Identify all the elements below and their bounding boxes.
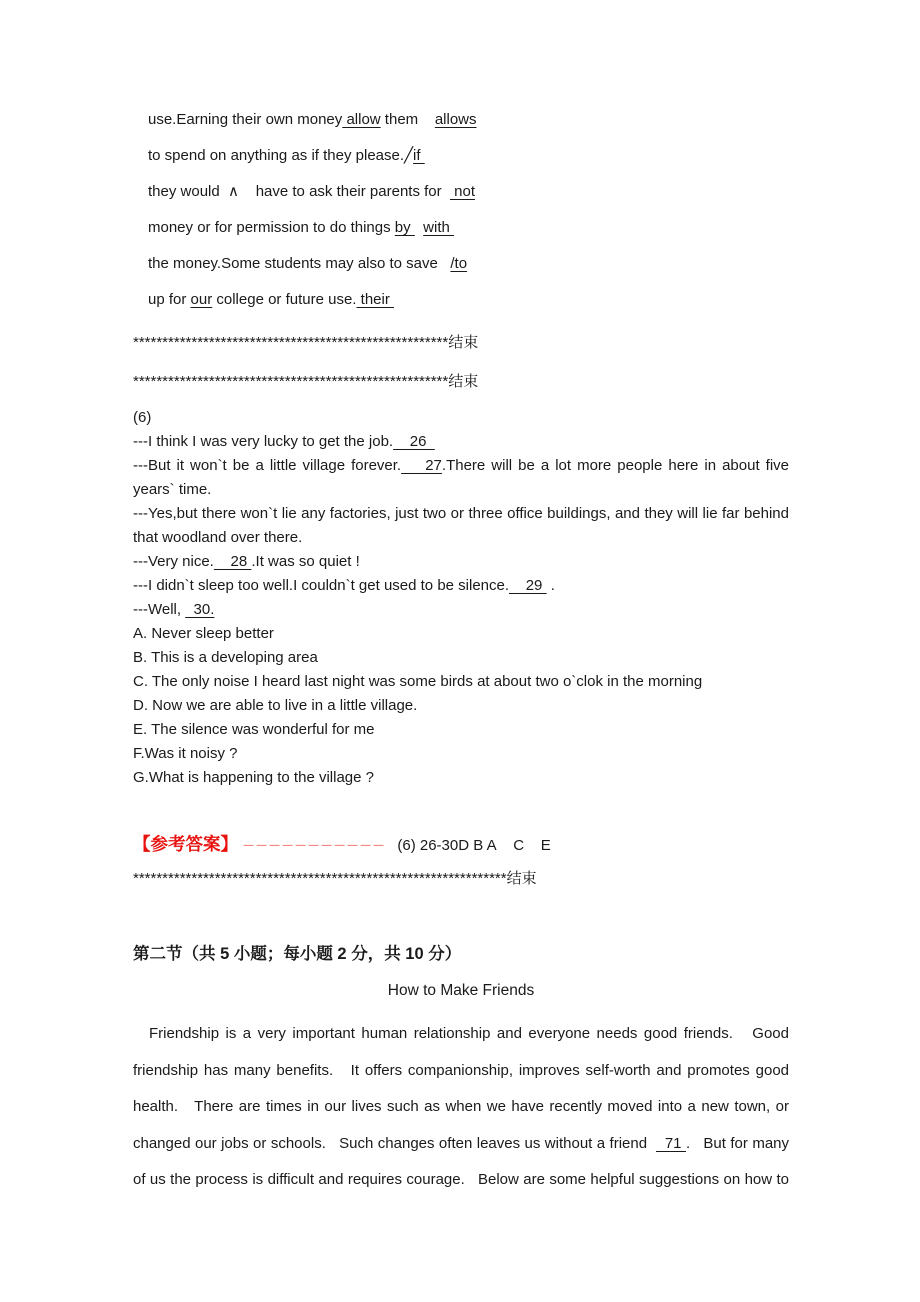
dialogue-exercise-6	[133, 406, 789, 790]
reference-answer-line	[133, 830, 789, 860]
reference-answer-label: 【参考答案】	[133, 834, 238, 854]
passage-title: How to Make Friends	[387, 982, 535, 999]
dialogue-line: ---Yes,but there won`t lie any factories, just two or three office buildings, and they will lie far behind that woodland over there.	[133, 505, 789, 546]
answer-dashes: －－－－－－－－－－－	[242, 838, 386, 853]
cloze-line: up for our college or future use. their	[148, 291, 394, 308]
cloze-line: money or for permission to do things by with	[148, 219, 454, 236]
cloze-line: the money.Some students may also to save /to	[148, 255, 468, 272]
dialogue-line: ---Very nice. 28 .It was so quiet !	[133, 553, 360, 570]
option-line-f: F.Was it noisy ?	[133, 745, 238, 762]
separator-line: ******************************************************结束	[133, 334, 479, 351]
section-two-heading: 第二节（共 5 小题；每小题 2 分，共 10 分）	[133, 945, 462, 963]
passage-paragraph: Friendship is a very important human relationship and everyone needs good friends. Good friendship has many benefits. It offers companionship, improves self-worth and promotes good health. There are times in our lives such as when we have recently moved into a new town, or changed our jobs or schools. Such changes often leaves us without a friend 71 . But for many of us the process is difficult and requires courage. Below are some helpful suggestions on how to	[133, 1025, 789, 1188]
dialogue-line: ---But it won`t be a little village forever. 27.There will be a lot more people here in about five years` time.	[133, 457, 789, 498]
cloze-correction-block	[133, 102, 789, 318]
dialogue-line: ---Well, 30.	[133, 601, 215, 618]
exercise-number-label: (6)	[133, 409, 152, 426]
answer-value: (6) 26-30D B A C E	[397, 837, 551, 854]
cloze-line: to spend on anything as if they please.╱if	[148, 147, 425, 164]
cloze-line: they would ∧ have to ask their parents for not	[148, 183, 475, 200]
option-line-a: A. Never sleep better	[133, 625, 274, 642]
cloze-line: use.Earning their own money allow them allows	[148, 111, 477, 128]
option-line-b: B. This is a developing area	[133, 649, 318, 666]
option-line-d: D. Now we are able to live in a little village.	[133, 697, 418, 714]
dialogue-line: ---I didn`t sleep too well.I couldn`t get used to be silence. 29 .	[133, 577, 555, 594]
option-line-g: G.What is happening to the village ?	[133, 769, 374, 786]
option-line-c: C. The only noise I heard last night was some birds at about two o`clok in the morning	[133, 673, 703, 690]
separator-line: ******************************************************结束	[133, 373, 479, 390]
dialogue-line: ---I think I was very lucky to get the job. 26	[133, 433, 435, 450]
option-line-e: E. The silence was wonderful for me	[133, 721, 375, 738]
separator-line: ****************************************************************结束	[133, 870, 537, 887]
